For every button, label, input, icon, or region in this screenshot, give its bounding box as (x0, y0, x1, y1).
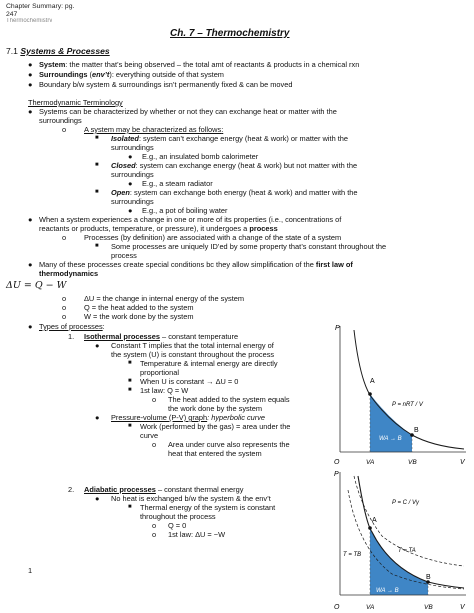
adiabatic-pv-graph (332, 470, 470, 613)
temp-energy-1: Temperature & internal energy are directly (140, 359, 278, 368)
heat-equals-work-1: The heat added to the system equals (168, 395, 290, 404)
page-number: 1 (28, 566, 33, 575)
area-heat-1: Area under curve also represents the (168, 440, 290, 449)
isothermal-heading: Isothermal processes – constant temperature (84, 332, 239, 341)
open-definition: Open: system can exchange both energy (heat & work) and matter with the (111, 188, 358, 197)
vb-tick-label: VB (408, 459, 417, 466)
adiabatic-number: 2. (68, 485, 75, 494)
chapter-summary-label: Chapter Summary: pg. (6, 3, 75, 10)
circle-bullet-icon: o (152, 440, 157, 449)
pv-work-2: curve (140, 431, 159, 440)
may-be-characterized: A system may be characterized as follows: (84, 125, 224, 134)
square-bullet-icon: ■ (95, 243, 99, 249)
isotherm-equation: P = nRT / V (392, 402, 423, 408)
isothermal-number: 1. (68, 332, 75, 341)
circle-bullet-icon: o (62, 312, 67, 321)
circle-bullet-icon: o (152, 530, 157, 539)
origin-label: O (334, 604, 340, 611)
point-a-label: A (370, 378, 375, 385)
isolated-definition: Isolated: system can’t exchange energy (heat & work) or matter with the (111, 134, 349, 143)
adiabatic-line-1: No heat is exchanged b/w the system & the env’t (111, 494, 271, 503)
bullet-icon: ● (95, 494, 100, 503)
circle-bullet-icon: o (152, 521, 157, 530)
circle-bullet-icon: o (62, 303, 67, 312)
area-heat-2: heat that entered the system (168, 449, 262, 458)
first-law-formula: ΔU = Q − W (6, 280, 67, 291)
processes-sub-2: process (111, 251, 137, 260)
thermal-energy-1: Thermal energy of the system is constant (140, 503, 276, 512)
open-example: E.g., a pot of boiling water (142, 206, 228, 215)
square-bullet-icon: ■ (95, 189, 99, 195)
bullet-icon: ● (95, 413, 100, 422)
bullet-icon: ● (28, 80, 33, 89)
isotherm-ta-label: T = TA (398, 548, 416, 554)
point-a-marker (368, 392, 372, 396)
v-axis-label: V (460, 604, 465, 611)
isothermal-pv-graph (332, 322, 470, 468)
isothermal-first-law: 1st law: Q = W (140, 386, 189, 395)
closed-definition: Closed: system can exchange energy (heat & work) but not matter with the (111, 161, 358, 170)
square-bullet-icon: ■ (128, 387, 132, 393)
closed-example: E.g., a steam radiator (142, 179, 213, 188)
circle-bullet-icon: o (152, 395, 157, 404)
open-definition-cont: surroundings (111, 197, 154, 206)
page-title: Ch. 7 – Thermochemistry (170, 28, 290, 39)
characterized-line-2: surroundings (39, 116, 82, 125)
pv-work-1: Work (performed by the gas) = area under the (140, 422, 291, 431)
bullet-icon: ● (128, 179, 133, 188)
closed-definition-cont: surroundings (111, 170, 154, 179)
characterized-line-1: Systems can be characterized by whether or not they can exchange heat or matter with the (39, 107, 337, 116)
many-processes-2: thermodynamics (39, 269, 99, 278)
square-bullet-icon: ■ (95, 162, 99, 168)
delta-u-definition: ΔU = the change in internal energy of the system (84, 294, 245, 303)
when-u-constant: When U is constant → ΔU = 0 (140, 377, 239, 386)
isolated-example: E.g., an insulated bomb calorimeter (142, 152, 259, 161)
circle-bullet-icon: o (62, 125, 67, 134)
processes-sub-1: Some processes are uniquely ID’ed by some property that’s constant throughout the (111, 242, 387, 251)
section-heading: 7.1 Systems & Processes (6, 46, 110, 56)
work-label: WA → B (379, 436, 402, 442)
point-b-label: B (426, 574, 431, 581)
bullet-icon: ● (28, 322, 33, 331)
boundary-note: Boundary b/w system & surroundings isn’t permanently fixed & can be moved (39, 80, 293, 89)
square-bullet-icon: ■ (128, 378, 132, 384)
adiabatic-heading: Adiabatic processes – constant thermal energy (84, 485, 244, 494)
va-tick-label: VA (366, 459, 375, 466)
p-axis-label: P (335, 325, 340, 332)
adiabatic-first-law: 1st law: ΔU = −W (168, 530, 226, 539)
process-definition-1: When a system experiences a change in one or more of its properties (i.e., concentrations of (39, 215, 342, 224)
square-bullet-icon: ■ (128, 360, 132, 366)
bullet-icon: ● (28, 260, 33, 269)
terminology-heading: Thermodynamic Terminology (28, 98, 123, 107)
isothermal-line-1: Constant T implies that the total internal energy of (111, 341, 274, 350)
system-definition: System: the matter that’s being observed – the total amt of reactants & products in a chemical rxn (39, 60, 360, 69)
point-b-label: B (414, 427, 419, 434)
temp-energy-2: proportional (140, 368, 180, 377)
vb-tick-label: VB (424, 604, 433, 611)
p-axis-label: P (334, 471, 339, 478)
work-label: WA → B (376, 588, 399, 594)
isolated-definition-cont: surroundings (111, 143, 154, 152)
point-a-label: A (372, 517, 377, 524)
va-tick-label: VA (366, 604, 375, 611)
bullet-icon: ● (28, 60, 33, 69)
process-definition-2: reactants or products, temperature, or pressure), it undergoes a process (39, 224, 278, 233)
bullet-icon: ● (95, 341, 100, 350)
bullet-icon: ● (28, 107, 33, 116)
adiabatic-q: Q = 0 (168, 521, 187, 530)
q-definition: Q = the heat added to the system (84, 303, 194, 312)
isothermal-line-2: the system (U) is constant throughout the process (111, 350, 275, 359)
bullet-icon: ● (128, 152, 133, 161)
bullet-icon: ● (28, 70, 33, 79)
w-definition: W = the work done by the system (84, 312, 194, 321)
bullet-icon: ● (28, 215, 33, 224)
origin-label: O (334, 459, 340, 466)
bullet-icon: ● (128, 206, 133, 215)
surroundings-definition: Surroundings (env’t): everything outside of that system (39, 70, 224, 79)
circle-bullet-icon: o (62, 294, 67, 303)
many-processes-1: Many of these processes create special conditions bc they allow simplification of the first law of (39, 260, 353, 269)
thermal-energy-2: throughout the process (140, 512, 216, 521)
square-bullet-icon: ■ (128, 504, 132, 510)
header-clipped-line: Thermochemistry (6, 18, 53, 22)
isotherm-tb-label: T = TB (343, 552, 362, 558)
processes-definition: Processes (by definition) are associated with a change of the state of a system (84, 233, 342, 242)
adiabat-equation: P = C / Vγ (392, 500, 419, 506)
page-reference: 247 (6, 11, 18, 18)
heat-equals-work-2: the work done by the system (168, 404, 263, 413)
square-bullet-icon: ■ (128, 423, 132, 429)
types-heading: Types of processes: (39, 322, 105, 331)
v-axis-label: V (460, 459, 465, 466)
point-a-marker (368, 526, 372, 530)
work-area-shade (370, 528, 428, 595)
square-bullet-icon: ■ (95, 135, 99, 141)
pv-graph-line: Pressure-volume (P-V) graph: hyperbolic curve (111, 413, 266, 422)
circle-bullet-icon: o (62, 233, 67, 242)
